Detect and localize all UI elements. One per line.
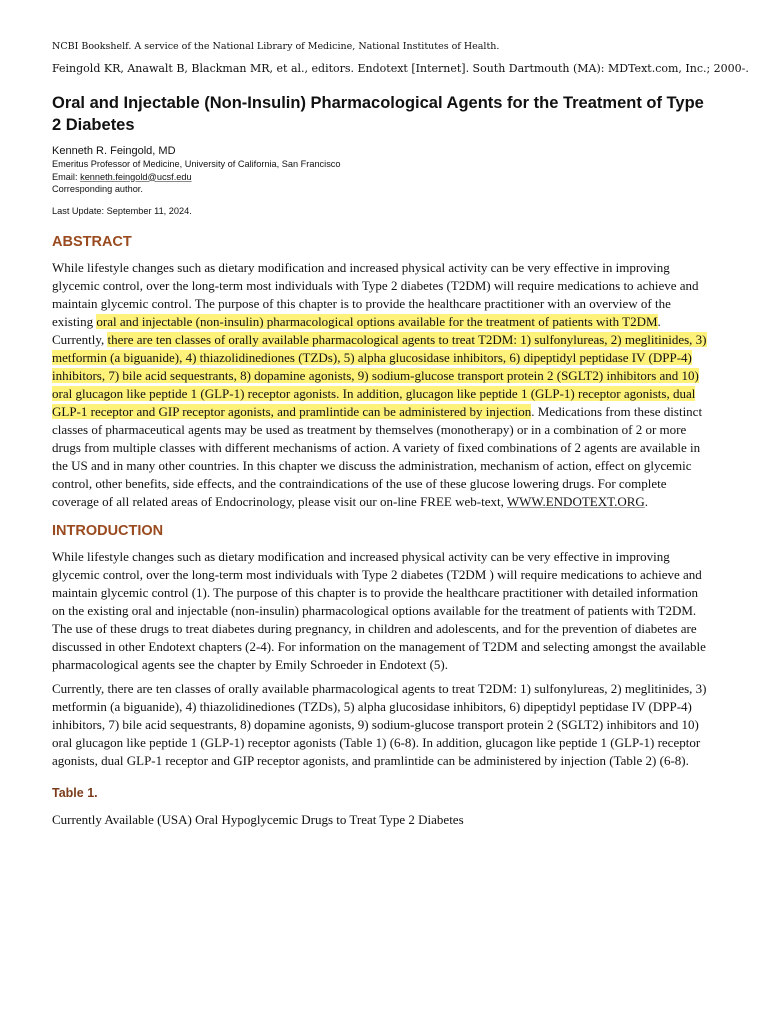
ncbi-bookshelf-line: NCBI Bookshelf. A service of the National Library of Medicine, National Institutes of Health. — [52, 41, 500, 52]
endotext-link[interactable]: WWW.ENDOTEXT.ORG — [506, 494, 645, 509]
introduction-heading: INTRODUCTION — [52, 523, 164, 539]
document-page — [52, 40, 749, 829]
author-affiliation: Emeritus Professor of Medicine, University of California, San Francisco — [52, 159, 341, 169]
corresponding-author-note: Corresponding author. — [52, 184, 143, 194]
author-email-line — [52, 171, 714, 184]
abstract-text-4: . — [644, 494, 649, 509]
email-prefix: Email: — [52, 171, 81, 182]
article-title: Oral and Injectable (Non-Insulin) Pharmacological Agents for the Treatment of Type 2 Diabetes — [52, 94, 704, 134]
introduction-paragraph-1: While lifestyle changes such as dietary modification and increased physical activity can be very effective in improving glycemic control, over the long-term most individuals with Type 2 diabetes (T2DM ) will require medications to achieve and maintain glycemic control (1). The purpose of this chapter is to provide the healthcare practitioner with detailed information on the existing oral and injectable (non-insulin) pharmacological options available for the treatment of patients with T2DM. The use of these drugs to treat diabetes during pregnancy, in children and adolescents, and for the prevention of diabetes are discussed in other Endotext chapters (2-4). For information on the management of T2DM and selecting amongst the available pharmacological agents see the chapter by Emily Schroeder in Endotext (5). — [52, 549, 706, 672]
abstract-paragraph — [52, 259, 714, 511]
table-1-caption: Currently Available (USA) Oral Hypoglycemic Drugs to Treat Type 2 Diabetes — [52, 812, 464, 827]
abstract-highlight-2: there are ten classes of orally available pharmacological agents to treat T2DM: 1) sulfonylureas, 2) meglitinides, 3) metformin (a biguanide), 4) thiazolidinediones (TZDs), 5) alpha glucosidase inhibitors, 6) dipeptidyl peptidase IV (DPP-4) inhibitors, 7) bile acid sequestrants, 8) dopamine agonists, 9) sodium-glucose transport protein 2 (SGLT2) inhibitors and 10) oral glucagon like peptide 1 (GLP-1) receptor agonists. In addition, glucagon like peptide 1 (GLP-1) receptor agonists, dual GLP-1 receptor and GIP receptor agonists, and pramlintide can be administered by injection — [52, 332, 707, 419]
last-update: Last Update: September 11, 2024. — [52, 205, 192, 216]
citation-line: Feingold KR, Anawalt B, Blackman MR, et al., editors. Endotext [Internet]. South Dartmouth (MA): MDText.com, Inc.; 2000-. — [52, 62, 749, 75]
abstract-text-3: . Medications from these distinct classes of pharmaceutical agents may be used as treatment by themselves (monotherapy) or in a combination of 2 or more drugs from multiple classes with different mechanisms of action. A variety of fixed combinations of 2 agents are available in the US and in many other countries. In this chapter we discuss the administration, mechanism of action, effect on glycemic control, other benefits, side effects, and the contraindications of the use of these glucose lowering drugs. For complete coverage of all related areas of Endocrinology, please visit our on-line FREE web-text, — [52, 404, 703, 509]
introduction-paragraph-2: Currently, there are ten classes of orally available pharmacological agents to treat T2DM: 1) sulfonylureas, 2) meglitinides, 3) metformin (a biguanide), 4) thiazolidinediones (TZDs), 5) alpha glucosidase inhibitors, 6) dipeptidyl peptidase IV (DPP-4) inhibitors, 7) bile acid sequestrants, 8) dopamine agonists, 9) sodium-glucose transport protein 2 (SGLT2) inhibitors and 10) oral glucagon like peptide 1 (GLP-1) receptor agonists (Table 1) (6-8). In addition, glucagon like peptide 1 (GLP-1) receptor agonists, dual GLP-1 receptor and GIP receptor agonists, and pramlintide can be administered by injection (Table 2) (6-8). — [52, 681, 707, 768]
abstract-text-2: . Currently, — [52, 314, 661, 347]
email-link[interactable]: kenneth.feingold@ucsf.edu — [80, 171, 192, 182]
abstract-text-1: While lifestyle changes such as dietary modification and increased physical activity can be very effective in improving glycemic control, over the long-term most individuals with Type 2 diabetes (T2DM) will require medications to achieve and maintain glycemic control. The purpose of this chapter is to provide the healthcare practitioner with an overview of the existing — [52, 260, 699, 329]
abstract-heading: ABSTRACT — [52, 234, 132, 250]
table-1-label[interactable]: Table 1. — [52, 786, 98, 800]
author-name: Kenneth R. Feingold, MD — [52, 145, 176, 157]
abstract-highlight-1: oral and injectable (non-insulin) pharmacological options available for the treatment of patients with T2DM — [96, 314, 658, 329]
